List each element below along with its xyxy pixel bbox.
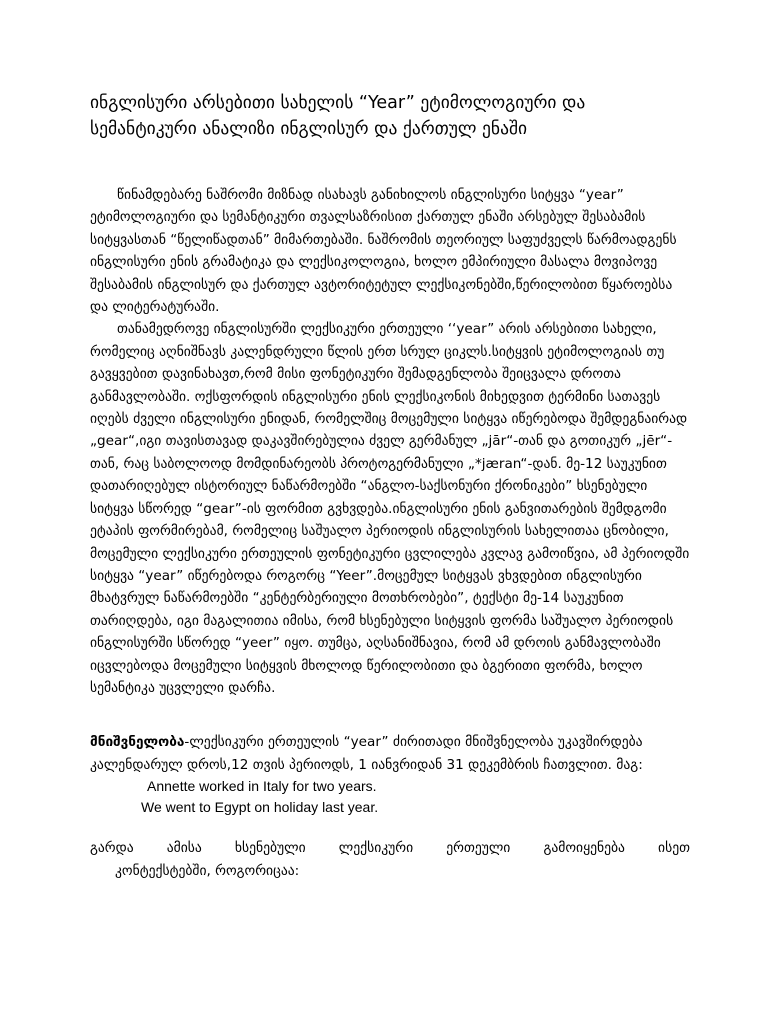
closing-line: გარდა ამისა ხსენებული ლექსიკური ერთეული გამოიყენება ისეთ [90,840,690,857]
meaning-label: მნიშვნელობა [90,734,185,751]
example-sentence-2: We went to Egypt on holiday last year. [141,799,379,816]
example-sentence-1: Annette worked in Italy for two years. [147,778,377,795]
meaning-paragraph [90,731,690,776]
closing-line-continued: კონტექსტებში, როგორიცაა: [115,862,300,879]
document-body [90,184,690,882]
meaning-text: -ლექსიკური ერთეულის “year” ძირითადი მნიშვნელობა უკავშირდება კალენდარულ დროს,12 თვის პერიოდს, 1 იანვრიდან 31 დეკემბრის ჩათვლით. მაგ: [90,734,643,773]
intro-paragraph: წინამდებარე ნაშრომი მიზნად ისახავს განიხილოს ინგლისური სიტყვა “year” ეტიმოლოგიური და სემანტიკური თვალსაზრისით ქართულ ენაში არსებულ შესაბამის სიტყვასთან “წელიწადთან” მიმართებაში. ნაშრომის თეორიულ საფუძველს წარმოადგენს ინგლისური ენის გრამატიკა და ლექსიკოლოგია, ხოლო ემპირიული მასალა მოვიპოვე შესაბამის ინგლისურ და ქართულ ავტორიტეტულ ლექსიკონებში,წერილობით წყაროებსა და ლიტერატურაში. [90,187,677,316]
etymology-paragraph: თანამედროვე ინგლისურში ლექსიკური ერთეული ‘‘year” არის არსებითი სახელი, რომელიც აღნიშნავს კალენდრული წლის ერთ სრულ ციკლს.სიტყვის ეტიმოლოგიას თუ გავყვებით დავინახავთ,რომ მისი ფონეტიკური შემადგენლობა შეიცვალა დროთა განმავლობაში. ოქსფორდის ინგლისური ენის ლექსიკონის მიხედვით ტერმინი სათავეს იღებს ძველი ინგლისური ენიდან, რომელშიც მოცემული სიტყვა იწერებოდა შემდეგნაირად „gear“,იგი თავისთავად დაკავშირებულია ძველ გერმანულ „jār“-თან და გოთიკურ „jēr“-თან, რაც საბოლოოდ მომდინარეობს პროტოგერმანული „*jæran“-დან. მე-12 საუკუნით დათარიღებულ ისტორიულ ნაწარმოებში “ანგლო-საქსონური ქრონიკები” ხსენებული სიტყვა სწორედ “gear”-ის ფორმით გვხვდება.ინგლისური ენის განვითარების შემდგომი ეტაპის ფორმირებამ, რომელიც საშუალო პერიოდის ინგლისურის სახელითაა ცნობილი, მოცემული ლექსიკური ერთეულის ფონეტიკური ცვლილება კვლავ გამოიწვია, ამ პერიოდში სიტყვა “year” იწერებოდა როგორც “Yeer”.მოცემულ სიტყვას ვხვდებით ინგლისური მხატვრულ ნაწარმოებში “კენტერბერიული მოთხრობები”, ტექსტი მე-14 საუკუნით თარიღდება, იგი მაგალითია იმისა, რომ ხსენებული სიტყვის ფორმა საშუალო პერიოდის ინგლისურში სწორედ “yeer” იყო. თუმცა, აღსანიშნავია, რომ ამ დროის განმავლობაში იცვლებოდა მოცემული სიტყვის მხოლოდ წერილობითი და ბგერითი ფორმა, ხოლო სემანტიკა უცვლელი დარჩა. [90,321,690,696]
document-title: ინგლისური არსებითი სახელის “Year” ეტიმოლოგიური და სემანტიკური ანალიზი ინგლისურ და ქართულ ენაში [90,93,586,139]
